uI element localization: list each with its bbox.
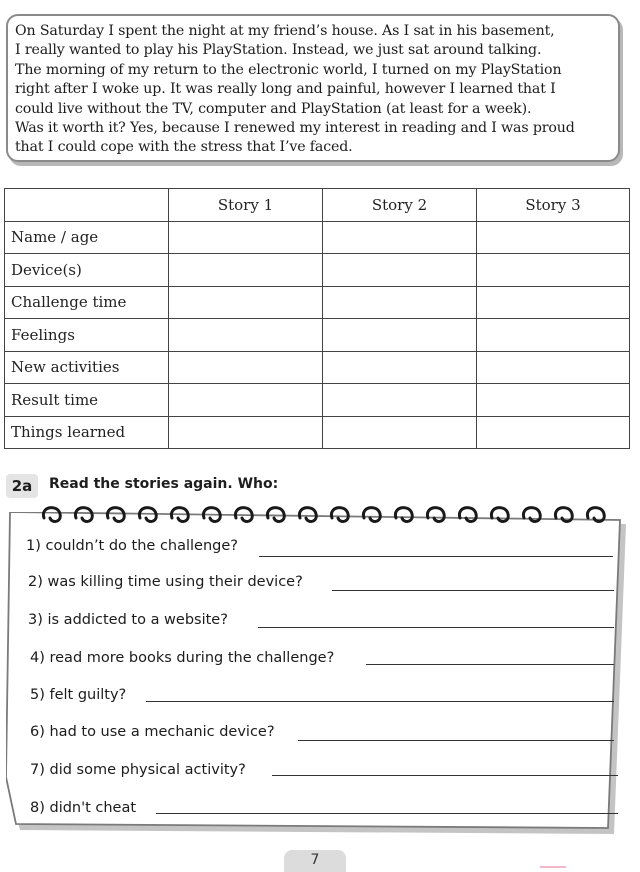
table-row [5,416,630,449]
story-line: I really wanted to play his PlayStation. Instead, we just sat around talking. [15,42,542,59]
answer-line-6[interactable] [298,740,614,741]
question-2: 2) was killing time using their device? [28,574,303,590]
story-line: On Saturday I spent the night at my friend’s house. As I sat in his basement, [15,23,555,39]
table-header-cell: Story 3 [477,189,630,222]
table-header-cell [5,189,169,222]
answer-cell[interactable] [323,351,477,384]
answer-line-3[interactable] [258,627,614,628]
answer-cell[interactable] [323,319,477,352]
row-label: Challenge time [5,286,169,319]
row-label: Device(s) [5,254,169,287]
story-text [15,22,612,158]
answer-cell[interactable] [169,319,323,352]
answer-line-2[interactable] [332,590,614,591]
answer-cell[interactable] [323,416,477,449]
answer-line-7[interactable] [272,775,618,776]
story-comparison-table [4,188,630,449]
answer-line-5[interactable] [146,701,614,702]
question-7: 7) did some physical activity? [30,762,246,778]
row-label: Feelings [5,319,169,352]
spiral-binding [36,498,636,528]
table-row [5,221,630,254]
story-line: that I could cope with the stress that I’ve faced. [15,139,353,156]
answer-cell[interactable] [169,221,323,254]
table-header-row [5,189,630,222]
question-6: 6) had to use a mechanic device? [30,724,275,740]
answer-cell[interactable] [169,351,323,384]
row-label: Things learned [5,416,169,449]
answer-cell[interactable] [477,254,630,287]
question-3: 3) is addicted to a website? [28,612,228,628]
answer-line-4[interactable] [366,664,614,665]
table-header-cell: Story 1 [169,189,323,222]
answer-cell[interactable] [169,416,323,449]
table-row [5,286,630,319]
question-5: 5) felt guilty? [30,687,127,703]
answer-line-1[interactable] [259,556,613,557]
notebook-card [6,512,630,842]
answer-line-8[interactable] [156,813,618,814]
answer-cell[interactable] [477,351,630,384]
answer-cell[interactable] [477,221,630,254]
question-8: 8) didn't cheat [30,800,137,816]
answer-cell[interactable] [477,384,630,417]
table-header-cell: Story 2 [323,189,477,222]
table-row [5,254,630,287]
story-line: right after I woke up. It was really long and painful, however I learned that I [15,81,556,98]
answer-cell[interactable] [323,254,477,287]
answer-cell[interactable] [477,286,630,319]
exercise-title: Read the stories again. Who: [49,476,279,492]
row-label: Result time [5,384,169,417]
answer-cell[interactable] [477,416,630,449]
notebook-paper [6,512,630,842]
row-label: Name / age [5,221,169,254]
page-number: 7 [310,852,320,868]
pink-mark [540,866,566,868]
story-line: The morning of my return to the electronic world, I turned on my PlayStation [15,61,562,78]
table-row [5,351,630,384]
answer-cell[interactable] [323,221,477,254]
answer-cell[interactable] [323,384,477,417]
table-row [5,319,630,352]
question-4: 4) read more books during the challenge? [30,650,335,666]
table-row [5,384,630,417]
story-line: Was it worth it? Yes, because I renewed my interest in reading and I was proud [15,120,575,137]
question-1: 1) couldn’t do the challenge? [26,538,238,554]
row-label: New activities [5,351,169,384]
answer-cell[interactable] [323,286,477,319]
answer-cell[interactable] [169,286,323,319]
answer-cell[interactable] [169,384,323,417]
answer-cell[interactable] [477,319,630,352]
answer-cell[interactable] [169,254,323,287]
exercise-number-badge: 2a [6,474,38,498]
story-line: could live without the TV, computer and PlayStation (at least for a week). [15,100,532,117]
story-bubble [6,14,620,162]
